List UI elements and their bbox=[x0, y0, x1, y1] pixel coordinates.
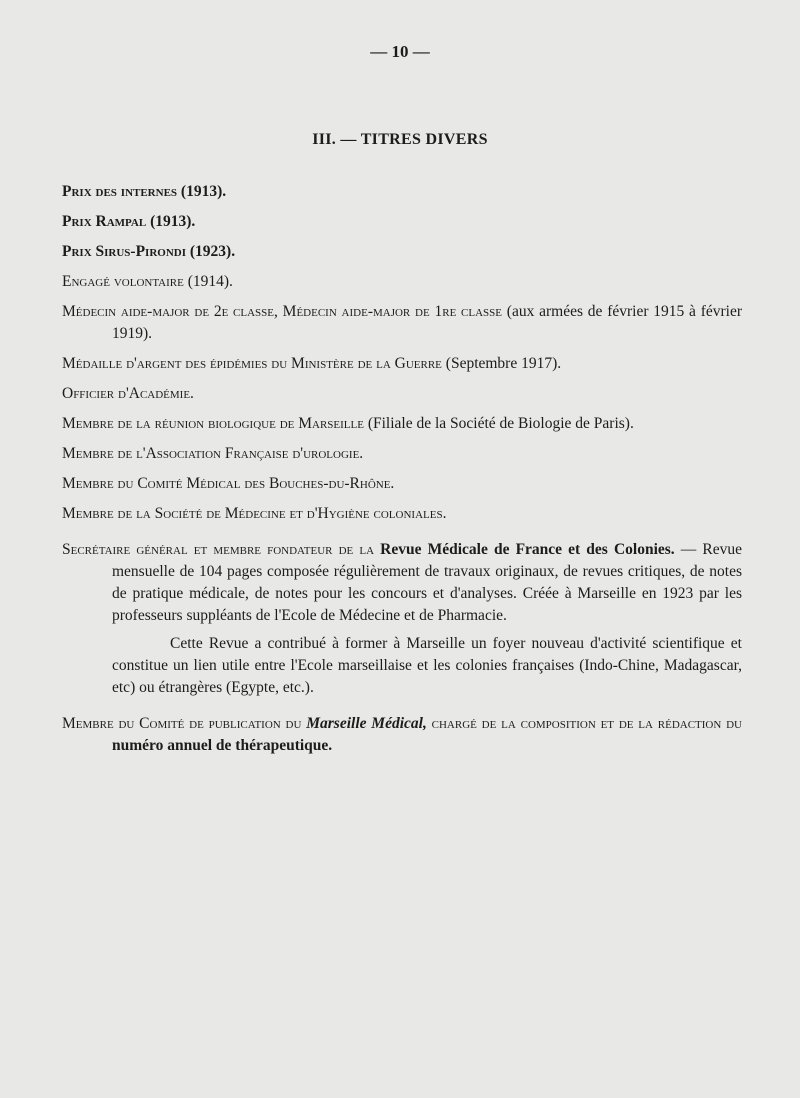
list-item: Officier d'Académie. bbox=[62, 385, 194, 402]
page-number: — 10 — bbox=[370, 42, 430, 61]
list-item: Prix Rampal (1913). bbox=[62, 213, 196, 230]
list-item: Membre du Comité Médical des Bouches-du-Rhône. bbox=[62, 475, 395, 492]
list-item: Médaille d'argent des épidémies du Ministère de la Guerre (Septembre 1917). bbox=[62, 355, 562, 372]
list-item: Prix des internes (1913). bbox=[62, 183, 227, 200]
list-item: Membre de la Société de Médecine et d'Hygiène coloniales. bbox=[62, 505, 447, 522]
list-item: Prix Sirus-Pirondi (1923). bbox=[62, 243, 236, 260]
revue-entry: Secrétaire général et membre fondateur de la Revue Médicale de France et des Colonies. — Revue mensuelle de 104 pages composée régulièrement de travaux originaux, de revues critiques, de notes de pratique médicale, de notes pour les concours et d'analyses. Créée à Marseille en 1923 par les professeurs suppléants de l'Ecole de Médecine et de Pharmacie. Cette Revue a contribué à former à Marseille un foyer nouveau d'activité scientifique et constitue un lien utile entre l'Ecole marseillaise et les colonies françaises (Indo-Chine, Madagascar, etc) ou étrangères (Egypte, etc.). bbox=[62, 539, 742, 699]
revue-description: Cette Revue a contribué à former à Marseille un foyer nouveau d'activité scientifique et constitue un lien utile entre l'Ecole marseillaise et les colonies françaises (Indo-Chine, Madagascar, etc) ou étrangères (Egypte, etc.). bbox=[112, 635, 742, 696]
list-item: Engagé volontaire (1914). bbox=[62, 273, 233, 290]
list-item: Membre de l'Association Française d'urologie. bbox=[62, 445, 364, 462]
list-item: Médecin aide-major de 2e classe, Médecin aide-major de 1re classe (aux armées de février 1915 à février 1919). bbox=[62, 303, 742, 342]
list-item: Membre de la réunion biologique de Marseille (Filiale de la Société de Biologie de Paris). bbox=[62, 415, 634, 432]
section-title: III. — TITRES DIVERS bbox=[312, 131, 488, 148]
comite-entry: Membre du Comité de publication du Marseille Médical, chargé de la composition et de la rédaction du numéro annuel de thérapeutique. bbox=[62, 715, 743, 754]
entries-list bbox=[62, 181, 742, 765]
